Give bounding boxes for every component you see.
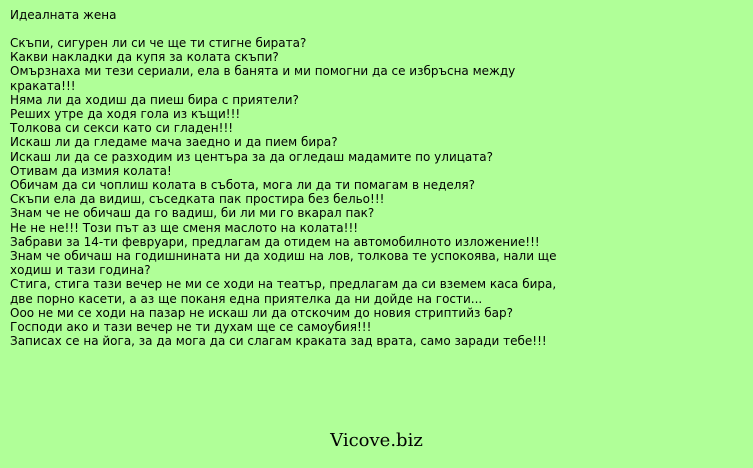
list-item: Няма ли да ходиш да пиеш бира с приятели? <box>10 92 299 107</box>
list-item: Толкова си секси като си гладен!!! <box>10 121 234 136</box>
list-item: Обичам да си чоплиш колата в събота, мога ли да ти помагам в неделя? <box>10 178 476 193</box>
list-item: Скъпи ела да видиш, съседката пак простира без бельо!!! <box>10 192 385 207</box>
site-watermark: Vicove.biz <box>330 430 423 451</box>
list-item: Скъпи, сигурен ли си че ще ти стигне бирата? <box>10 36 307 50</box>
list-item: Записах се на йога, за да мога да си слагам краката зад врата, само заради тебе!!! <box>10 334 547 349</box>
list-item: Ооо не ми се ходи на пазар не искаш ли да отскочим до новия стриптийз бар? <box>10 305 513 320</box>
list-item: Господи ако и тази вечер не ти духам ще се самоубия!!! <box>10 320 372 335</box>
list-item: Отивам да измия колата! <box>10 163 172 178</box>
list-item: Реших утре да ходя гола из къщи!!! <box>10 107 241 122</box>
list-item: Знам че обичаш на годишнината ни да ходиш на лов, толкова те успокоява, нали ще ходиш и тази година? <box>10 249 557 278</box>
list-item: Стига, стига тази вечер не ми се ходи на театър, предлагам да си вземем каса бира, две порно касети, а аз ще поканя една приятелка да ни дойде на гости... <box>10 277 557 306</box>
list-item: Искаш ли да гледаме мача заедно и да пием бира? <box>10 135 338 150</box>
list-item: Искаш ли да се разходим из центъра за да огледаш мадамите по улицата? <box>10 149 493 164</box>
list-item: Забрави за 14-ти февруари, предлагам да отидем на автомобилното изложение!!! <box>10 234 540 249</box>
text-list <box>10 36 570 348</box>
list-item: Омързнаха ми тези сериали, ела в банята и ми помогни да се избръсна между краката!!! <box>10 64 516 93</box>
list-item: Какви накладки да купя за колата скъпи? <box>10 50 279 65</box>
list-item: Знам че не обичаш да го вадиш, би ли ми го вкарал пак? <box>10 206 375 221</box>
list-item: Не не не!!! Този път аз ще сменя маслото на колата!!! <box>10 220 359 235</box>
page-title: Идеалната жена <box>10 8 117 22</box>
